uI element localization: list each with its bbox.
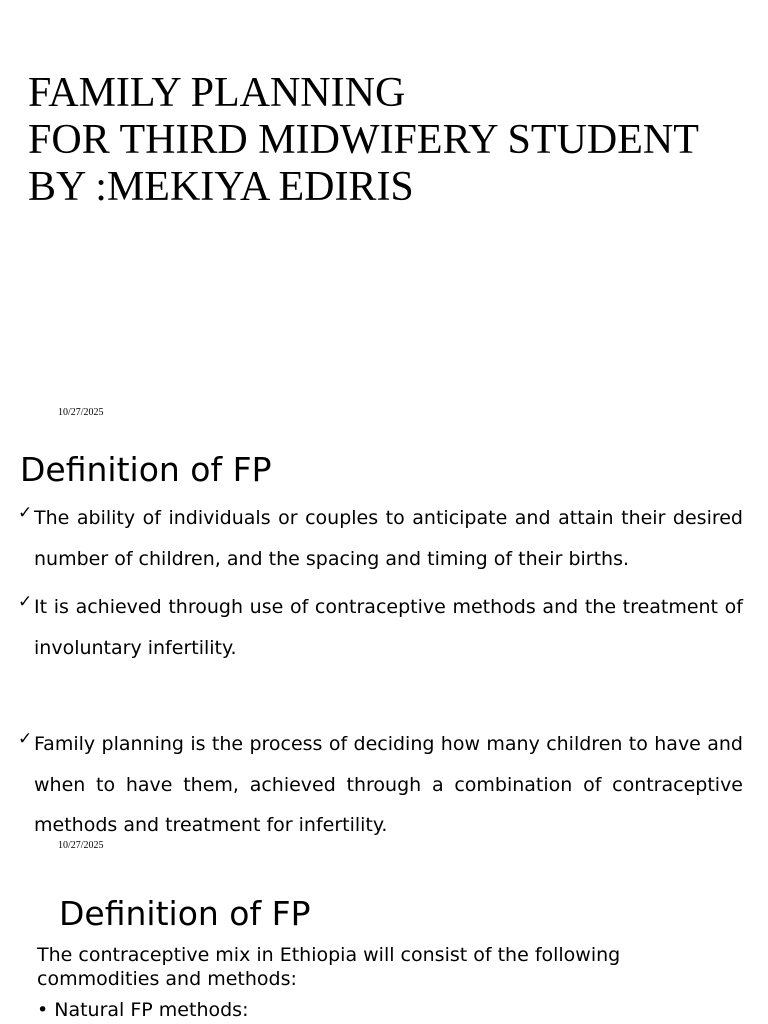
bullet-text: Family planning is the process of deciding how many children to have and when to have them, achieved through a combination of contraceptive methods and treatment for infertility. (34, 733, 743, 836)
title-line: FAMILY PLANNING (28, 70, 406, 116)
check-bullet (18, 498, 743, 579)
check-bullet (18, 724, 743, 846)
slide-heading: Definition of FP (20, 450, 272, 489)
slide-date: 10/27/2025 (58, 840, 104, 851)
slide-contraceptive-mix (0, 860, 768, 1024)
slide-title (0, 0, 768, 430)
list-item: • Natural FP methods: (37, 999, 249, 1021)
checkmark-icon: ✓ (18, 503, 33, 523)
slide-definition (0, 430, 768, 860)
slide-date: 10/27/2025 (58, 407, 104, 418)
checkmark-icon: ✓ (18, 729, 33, 749)
presentation-title (28, 70, 699, 211)
checkmark-icon: ✓ (18, 592, 33, 612)
slide-heading: Definition of FP (59, 894, 311, 933)
title-line: BY :MEKIYA EDIRIS (28, 164, 414, 210)
bullet-text: It is achieved through use of contraceptive methods and the treatment of involuntary infertility. (34, 596, 743, 659)
body-paragraph: The contraceptive mix in Ethiopia will consist of the following commodities and methods: (37, 944, 621, 990)
check-bullet (18, 587, 743, 668)
title-line: FOR THIRD MIDWIFERY STUDENT (28, 117, 699, 163)
bullet-text: The ability of individuals or couples to anticipate and attain their desired number of children, and the spacing and timing of their births. (34, 507, 743, 570)
